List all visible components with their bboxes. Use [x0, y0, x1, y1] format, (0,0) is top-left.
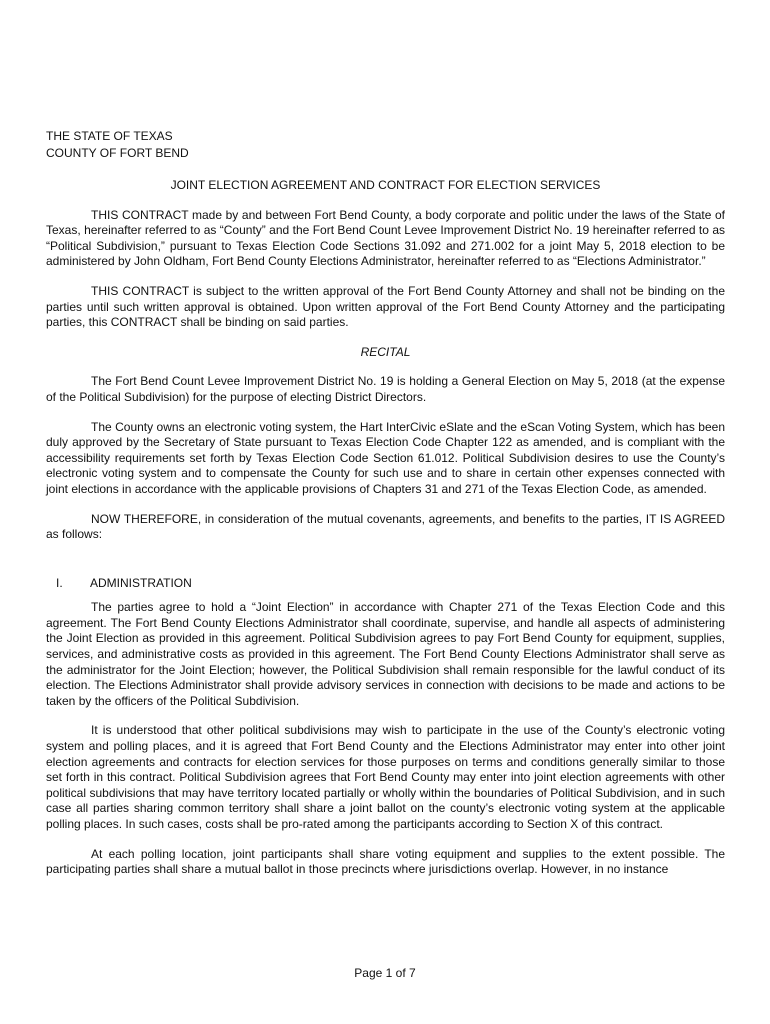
section-title: ADMINISTRATION: [90, 575, 192, 590]
section-paragraph: It is understood that other political subdivisions may wish to participate in the use of the County’s electronic voting system and polling places, and it is agreed that Fort Bend County and the Elections Administrator may enter into other joint election agreements and contracts for election services for those purposes on terms and conditions generally similar to those set forth in this contract. Political Subdivision agrees that Fort Bend County may enter into joint election agreements with other political subdivisions that may have territory located partially or wholly within the boundaries of Political Subdivision, and in such case all parties sharing common territory shall share a joint ballot on the county’s electronic voting system at the applicable polling places. In such cases, costs shall be pro-rated among the participants according to Section X of this contract.: [46, 723, 725, 831]
state-heading: THE STATE OF TEXAS: [46, 129, 173, 143]
agreement-title: JOINT ELECTION AGREEMENT AND CONTRACT FOR ELECTION SERVICES: [170, 178, 601, 192]
recital-heading: RECITAL: [360, 344, 411, 359]
recital-paragraph: The County owns an electronic voting system, the Hart InterCivic eSlate and the eScan Voting System, which has been duly approved by the Secretary of State pursuant to Texas Election Code Chapter 122 as amended, and is compliant with the accessibility requirements set forth by Texas Election Code Section 61.012. Political Subdivision desires to use the County’s electronic voting system and to compensate the County for such use and to share in certain other expenses connected with joint elections in accordance with the applicable provisions of Chapters 31 and 271 of the Texas Election Code, as amended.: [46, 419, 725, 496]
section-number: I.: [56, 575, 63, 590]
page-number: Page 1 of 7: [354, 966, 416, 980]
recital-paragraph: The Fort Bend Count Levee Improvement District No. 19 is holding a General Election on May 5, 2018 (at the expense of the Political Subdivision) for the purpose of electing District Directors.: [46, 374, 725, 404]
intro-paragraph: THIS CONTRACT made by and between Fort Bend County, a body corporate and politic under the laws of the State of Texas, hereinafter referred to as “County” and the Fort Bend Count Levee Improvement District No. 19 hereinafter referred to as “Political Subdivision,” pursuant to Texas Election Code Sections 31.092 and 271.002 for a joint May 5, 2018 election to be administered by John Oldham, Fort Bend County Elections Administrator, hereinafter referred to as “Elections Administrator.”: [46, 207, 725, 269]
section-paragraph: At each polling location, joint participants shall share voting equipment and supplies to the extent possible. The participating parties shall share a mutual ballot in those precincts where jurisdictions overlap. However, in no instance: [46, 846, 725, 877]
section-paragraph: The parties agree to hold a “Joint Election” in accordance with Chapter 271 of the Texas Election Code and this agreement. The Fort Bend County Elections Administrator shall coordinate, supervise, and handle all aspects of administering the Joint Election as provided in this agreement. Political Subdivision agrees to pay Fort Bend County for equipment, supplies, services, and administrative costs as provided in this agreement. The Fort Bend County Elections Administrator shall serve as the administrator for the Joint Election; however, the Political Subdivision shall remain responsible for the lawful conduct of its election. The Elections Administrator shall provide advisory services in connection with decisions to be made and actions to be taken by the officers of the Political Subdivision.: [46, 600, 725, 708]
intro-paragraph: THIS CONTRACT is subject to the written approval of the Fort Bend County Attorney and shall not be binding on the parties until such written approval is obtained. Upon written approval of the Fort Bend County Attorney and the participating parties, this CONTRACT shall be binding on said parties.: [46, 283, 725, 330]
document-page: [46, 128, 725, 892]
county-heading: COUNTY OF FORT BEND: [46, 146, 189, 160]
section-heading-administration: [56, 576, 725, 592]
recital-paragraph: NOW THEREFORE, in consideration of the mutual covenants, agreements, and benefits to the parties, IT IS AGREED as follows:: [46, 511, 725, 542]
